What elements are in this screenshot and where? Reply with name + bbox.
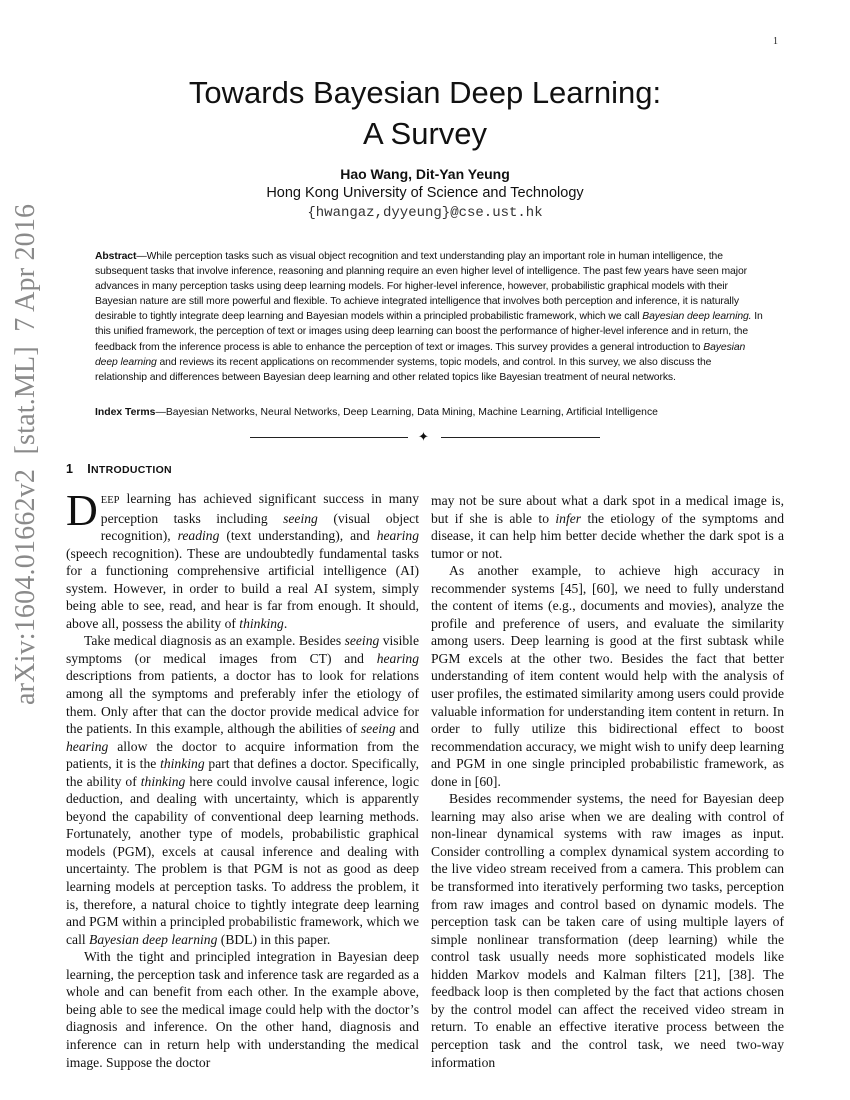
abstract-label: Abstract — [95, 251, 137, 262]
right-column — [431, 492, 784, 1071]
paragraph: Besides recommender systems, the need for Bayesian deep learning may also arise when we are dealing with control of non-linear dynamical systems with raw images as input. Consider controlling a complex dynamical system according to the live video stream received from a camera. This problem can be transformed into iteratively performing two tasks, perception from raw images and control based on dynamic models. The perception task can be taken care of using multiple layers of simple nonlinear transformation (deep learning) while the control task usually needs more sophisticated models like hidden Markov models and Kalman filters [21], [38]. The feedback loop is then completed by the fact that actions chosen by the control model can affect the received video stream in return. To enable an effective iterative process between the perception task and the control task, we need two-way information — [431, 791, 784, 1070]
divider-line-right — [441, 437, 600, 438]
paper-title — [0, 72, 850, 154]
section-divider — [250, 430, 600, 446]
title-line-2: A Survey — [362, 116, 488, 151]
section-heading-introduction: 1 INTRODUCTION — [66, 462, 172, 476]
diamond-ornament-icon: ✦ — [418, 430, 429, 445]
authors: Hao Wang, Dit-Yan Yeung — [340, 166, 510, 182]
paragraph: With the tight and principled integration in Bayesian deep learning, the perception task and inference task are regarded as a whole and can benefit from each other. In the example above, being able to see the medical image could help with the doctor’s diagnosis and inference. On the other hand, diagnosis and inference can in return help with understanding the medical image. Suppose the doctor — [66, 949, 419, 1070]
paragraph: Take medical diagnosis as an example. Besides seeing visible symptoms (or medical images from CT) and hearing descriptions from patients, a doctor has to look for relations among all the symptoms and preferably infer the etiology of them. Only after that can the doctor provide medical advice for the patients. In this example, although the abilities of seeing and hearing allow the doctor to acquire information from the patients, it is the thinking part that defines a doctor. Specifically, the ability of thinking here could involve causal inference, logic deduction, and dealing with uncertainty, which is apparently beyond the capability of conventional deep learning methods. Fortunately, another type of models, probabilistic graphical models (PGM), excels at causal inference and dealing with uncertainty. The problem is that PGM is not as good as deep learning models at perception tasks. To address the problem, it is, therefore, a natural choice to tightly integrate deep learning and PGM within a principled probabilistic framework, which we call Bayesian deep learning (BDL) in this paper. — [66, 633, 419, 947]
page-number: 1 — [773, 36, 778, 47]
left-column — [66, 486, 419, 1071]
divider-line-left — [250, 437, 408, 438]
drop-cap: D — [66, 486, 98, 535]
paragraph: As another example, to achieve high accuracy in recommender systems [45], [60], we need to fully understand the content of items (e.g., documents and movies), analyze the profile and preference of users, and evaluate the similarity among users. Deep learning is good at the first subtask while PGM excels at the other two. Besides the fact that better understanding of item content would help with the analysis of user profiles, the estimated similarity among users could provide valuable information for understanding item content in return. In order to fully utilize this bidirectional effect to boost recommendation accuracy, we might wish to unify deep learning and PGM in one single principled probabilistic framework, as done in [60]. — [431, 563, 784, 789]
affiliation: Hong Kong University of Science and Technology — [266, 185, 584, 201]
arxiv-identifier-stamp: arXiv:1604.01662v2 [stat.ML] 7 Apr 2016 — [10, 203, 41, 705]
abstract: Abstract—While perception tasks such as visual object recognition and text understanding play an important role in human intelligence, the subsequent tasks that involve inference, reasoning and planning require an even higher level of intelligence. The past few years have seen major advances in many perception tasks using deep learning models. For higher-level inference, however, probabilistic graphical models with their Bayesian nature are still more powerful and flexible. To achieve integrated intelligence that involves both perception and inference, it is naturally desirable to tightly integrate deep learning and Bayesian models within a principled probabilistic framework, which we call Bayesian deep learning. In this unified framework, the perception of text or images using deep learning can boost the performance of higher-level inference and in return, the feedback from the inference process is able to enhance the perception of text or images. This survey provides a general introduction to Bayesian deep learning and reviews its recent applications on recommender systems, topic models, and control. In this survey, we also discuss the relationship and differences between Bayesian deep learning and other related topics like Bayesian treatment of neural networks. — [95, 251, 763, 383]
title-line-1: Towards Bayesian Deep Learning: — [188, 75, 662, 110]
index-terms: Index Terms—Bayesian Networks, Neural Networks, Deep Learning, Data Mining, Machine Learning, Artificial Intelligence — [95, 407, 658, 418]
index-terms-label: Index Terms — [95, 407, 156, 418]
author-email: {hwangaz,dyyeung}@cse.ust.hk — [307, 205, 543, 221]
paragraph: DEEP learning has achieved significant success in many perception tasks including seeing (visual object recognition), reading (text understanding), and hearing (speech recognition). These are undoubtedly fundamental tasks for a functioning comprehensive artificial intelligence (AI) system. However, in order to build a real AI system, simply being able to see, read, and hear is far from enough. It should, above all, possess the ability of thinking. — [66, 486, 419, 631]
paragraph: may not be sure about what a dark spot in a medical image is, but if she is able to infer the etiology of the symptoms and disease, it can help him better decide whether the dark spot is a tumor or not. — [431, 493, 784, 561]
section-number: 1 — [66, 462, 74, 476]
